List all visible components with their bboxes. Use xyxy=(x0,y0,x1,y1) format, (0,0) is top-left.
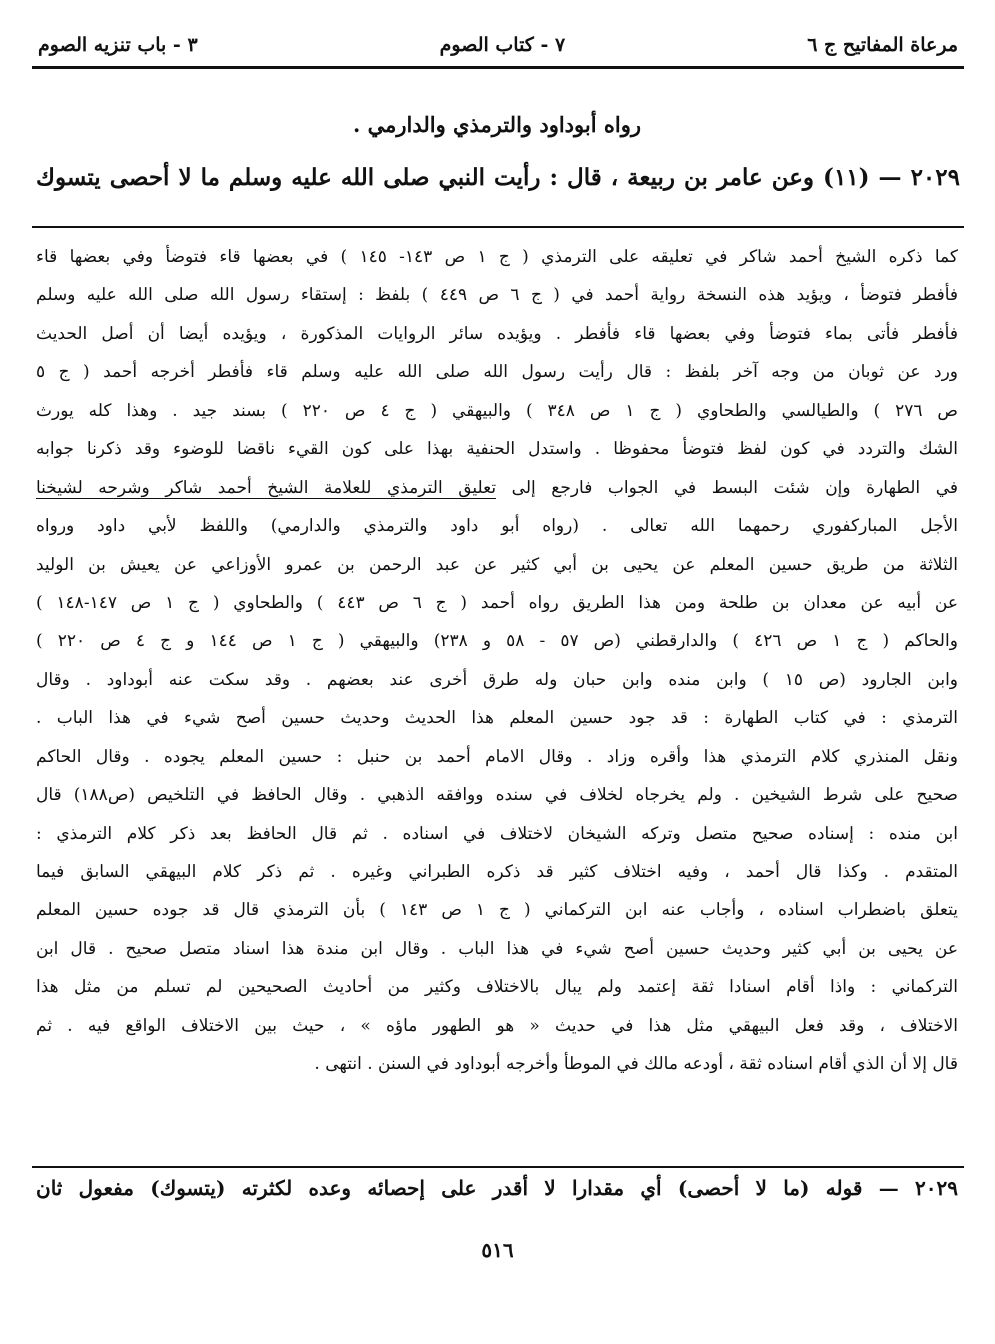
commentary-line: يتعلق باضطراب اسناده ، وأجاب عنه ابن التركماني ( ج ١ ص ١٤٣ ) بأن الترمذي قال قد جوده حسين المعلم xyxy=(36,900,958,921)
commentary-line: ونقل المنذري كلام الترمذي هذا وأقره وزاد . وقال الامام أحمد بن حنبل : حسين المعلم يجوده . وقال الحاكم xyxy=(36,746,958,767)
hadith-text: ٢٠٢٩ — (١١) وعن عامر بن ربيعة ، قال : رأيت النبي صلى الله عليه وسلم ما لا أحصى يتسوك xyxy=(36,164,960,191)
commentary-line: التركماني : واذا أقام اسنادا ثقة إعتمد ولم يبال بالاختلاف وكثير من أحاديث الصحيحين لم تسلم من مثل هذا xyxy=(36,977,958,998)
commentary-line: والحاكم ( ج ١ ص ٤٢٦ ) والدارقطني (ص ٥٧ - ٥٨ و ٢٣٨) والبيهقي ( ج ١ ص ١٤٤ و ج ٤ ص ٢٢٠ ) xyxy=(36,631,958,652)
commentary-line: الأجل المباركفوري رحمهما الله تعالى . (رواه أبو داود والترمذي والدارمي) واللفظ لأبي داود ورواه xyxy=(36,516,958,537)
commentary-line: ص ٢٧٦ ) والطيالسي والطحاوي ( ج ١ ص ٣٤٨ ) والبيهقي ( ج ٤ ص ٢٢٠ ) بسند جيد . وهذا كله يورث xyxy=(36,400,958,421)
commentary-line-part: في الطهارة وإن شئت البسط في الجواب فارجع إلى xyxy=(511,477,958,498)
commentary-line: فأفطر فأتى بماء فتوضأ وفي بعضها قاء فأفطر . ويؤيده سائر الروايات المذكورة ، ويؤيده أيضا أن أصل الحديث xyxy=(36,323,958,344)
commentary-line: ورد عن ثوبان من وجه آخر بلفظ : قال رأيت رسول الله صلى الله عليه وسلم قاء فأفطر أخرجه أحمد ( ج ٥ xyxy=(36,362,958,383)
commentary-line: عن أبيه عن معدان بن طلحة ومن هذا الطريق رواه أحمد ( ج ٦ ص ٤٤٣ ) والطحاوي ( ج ١ ص ١٤٧-١٤٨ ) xyxy=(36,592,958,613)
header-rule xyxy=(32,66,964,69)
running-header xyxy=(38,28,958,62)
underlined-reference: تعليق الترمذي للعلامة الشيخ أحمد شاكر وشرحه لشيخنا xyxy=(36,477,497,498)
commentary-line: فأفطر فتوضأ ، ويؤيد هذه النسخة رواية أحمد في ( ج ٦ ص ٤٤٩ ) بلفظ : إستقاء رسول الله صلى الله عليه وسلم xyxy=(36,285,958,306)
commentary-line: كما ذكره الشيخ أحمد شاكر في تعليقه على الترمذي ( ج ١ ص ١٤٣- ١٤٥ ) في بعضها قاء فتوضأ وفي بعضها قاء xyxy=(36,247,958,267)
page-number: ٥١٦ xyxy=(481,1238,514,1262)
commentary-line: قال إلا أن الذي أقام اسناده ثقة ، أودعه مالك في الموطأ وأخرجه أبوداود في السنن . انتهى . xyxy=(314,1054,958,1075)
commentary-line: الاختلاف ، وقد فعل البيهقي مثل هذا في حديث « هو الطهور ماؤه » ، حيث بين الاختلاف الواقع فيه . ثم xyxy=(36,1015,958,1036)
commentary-line: الشك والتردد في كون لفظ فتوضأ محفوظا . واستدل الحنفية بهذا على كون القيء ناقضا للوضوء وقد ذكرنا جوابه xyxy=(36,439,958,460)
commentary-line: الترمذي : في كتاب الطهارة : قد جود حسين المعلم هذا الحديث وحديث حسين أصح شيء في هذا الباب . xyxy=(36,708,958,729)
commentary-separator xyxy=(32,226,964,228)
commentary-line: الثلاثة من طريق حسين المعلم عن يحيى بن أبي كثير عن عبد الرحمن بن عمرو الأوزاعي عن يعيش بن الوليد xyxy=(36,554,958,575)
commentary-line: المتقدم . وكذا قال أحمد ، وفيه اختلاف كثير قد ذكره الطبراني وغيره . ثم ذكر كلام البيهقي السابق فيما xyxy=(36,862,958,882)
header-chapter: ٧ - كتاب الصوم xyxy=(439,34,566,56)
commentary-line: صحيح على شرط الشيخين . ولم يخرجاه لخلاف في سنده ووافقه الذهبي . وقال الحافظ في التلخيص (ص١٨٨) قال xyxy=(36,785,958,806)
footnote-separator xyxy=(32,1166,964,1168)
commentary-line: ابن منده : إسناده صحيح متصل وتركه الشيخان لاختلاف في اسناده . ثم قال الحافظ بعد ذكر كلام الترمذي : xyxy=(36,823,958,844)
header-section: ٣ - باب تنزيه الصوم xyxy=(38,34,198,56)
header-book-title: مرعاة المفاتيح ج ٦ xyxy=(807,34,958,56)
commentary-block xyxy=(36,238,958,1084)
commentary-line xyxy=(36,469,958,507)
footnote-text: ٢٠٢٩ — قوله (ما لا أحصى) أي مقدارا لا أقدر على إحصائه وعده لكثرته (يتسوك) مفعول ثان xyxy=(36,1176,958,1200)
previous-hadith-reference: رواه أبوداود والترمذي والدارمي . xyxy=(352,112,641,137)
commentary-line: وابن الجارود (ص ١٥ ) وابن منده وابن حبان وله طرق أخرى عند بعضهم . وقد سكت عنه أبوداود . وقال xyxy=(36,669,958,690)
commentary-line: عن يحيى بن أبي كثير وحديث حسين أصح شيء في هذا الباب . وقال ابن مندة هذا اسناد متصل صحيح . قال ابن xyxy=(36,938,958,959)
